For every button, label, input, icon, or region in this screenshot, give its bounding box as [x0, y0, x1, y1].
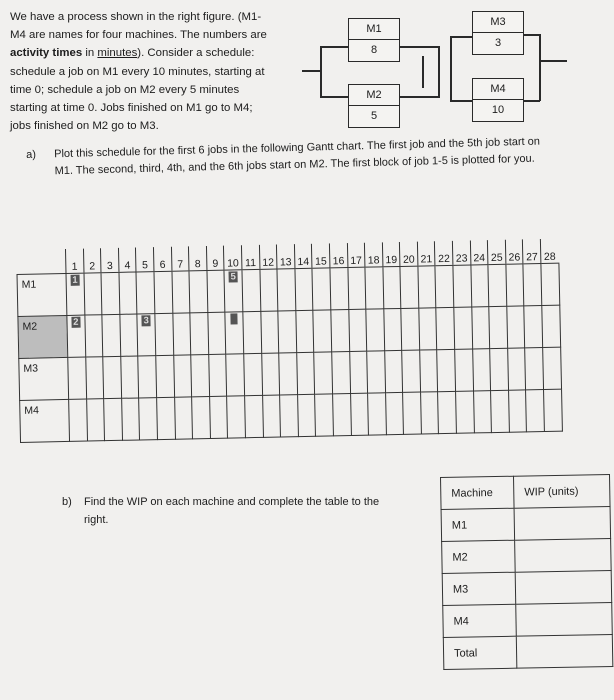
wip-machine-label: M1 — [441, 508, 515, 541]
gantt-cell[interactable] — [383, 266, 401, 308]
intro-line-5: time 0; schedule a job on M2 every 5 minutes — [10, 83, 240, 96]
intro-in-text: in — [82, 47, 98, 60]
machine-m2-name: M2 — [349, 85, 399, 106]
gantt-cell[interactable] — [191, 354, 209, 396]
gantt-cell[interactable] — [244, 353, 262, 395]
gantt-cell[interactable] — [349, 351, 367, 393]
gantt-cell[interactable] — [138, 356, 156, 398]
gantt-column-header: 14 — [294, 244, 312, 269]
gantt-cell[interactable] — [261, 353, 279, 395]
gantt-cell[interactable] — [455, 349, 473, 391]
gantt-cell[interactable] — [67, 315, 85, 357]
wip-value-cell[interactable] — [515, 571, 612, 605]
gantt-cell[interactable] — [489, 306, 507, 348]
gantt-cell[interactable] — [86, 399, 104, 441]
gantt-cell[interactable] — [453, 265, 471, 307]
gantt-cell[interactable] — [103, 356, 121, 398]
part-a-text: Plot this schedule for the first 6 jobs in the following Gantt chart. The first job and the 5th job start on M1. The second, third, 4th, and the 6th jobs start on M2. The first block of job 1-5 is plotted for you. — [54, 135, 541, 178]
gantt-column-header: 22 — [435, 241, 453, 266]
gantt-cell[interactable] — [348, 309, 366, 351]
gantt-cell[interactable] — [101, 272, 119, 314]
gantt-cell[interactable] — [139, 398, 157, 440]
wip-row — [441, 507, 611, 542]
gantt-cell[interactable] — [172, 313, 190, 355]
gantt-cell[interactable] — [84, 315, 102, 357]
wip-value-cell[interactable] — [516, 603, 613, 637]
wip-machine-label: M2 — [442, 540, 516, 573]
gantt-cell[interactable] — [208, 354, 226, 396]
gantt-row-label: M4 — [20, 399, 70, 442]
intro-line-7: jobs finished on M2 go to M3. — [10, 120, 159, 133]
gantt-cell[interactable] — [242, 269, 260, 311]
wip-table — [440, 474, 613, 670]
wip-value-cell[interactable] — [516, 635, 613, 669]
gantt-cell[interactable] — [224, 270, 242, 312]
machine-m3-name: M3 — [473, 12, 523, 33]
gantt-cell[interactable] — [280, 395, 298, 437]
gantt-cell[interactable] — [207, 270, 225, 312]
gantt-cell[interactable] — [225, 312, 243, 354]
wip-value-cell[interactable] — [515, 539, 612, 573]
gantt-cell[interactable] — [542, 305, 560, 347]
gantt-cell[interactable] — [419, 308, 437, 350]
intro-underlined-text: minutes — [97, 47, 138, 60]
gantt-cell[interactable] — [436, 307, 454, 349]
gantt-cell[interactable] — [472, 349, 490, 391]
wip-value-cell[interactable] — [514, 507, 611, 541]
part-b-text: Find the WIP on each machine and complete the table to the right. — [84, 496, 380, 526]
gantt-job-block: 5 — [230, 271, 237, 283]
part-b-label: b) — [62, 496, 72, 508]
gantt-column-header: 1 — [65, 249, 83, 274]
wip-row — [442, 571, 612, 606]
machine-m4-name: M4 — [473, 79, 523, 100]
part-b — [62, 493, 412, 529]
gantt-cell[interactable] — [137, 314, 155, 356]
intro-line-1: We have a process shown in the right figure. (M1- — [10, 11, 262, 23]
gantt-column-header: 6 — [153, 247, 171, 272]
gantt-cell[interactable] — [544, 389, 562, 431]
gantt-cell[interactable] — [332, 394, 350, 436]
gantt-cell[interactable] — [454, 307, 472, 349]
gantt-column-header: 27 — [523, 239, 541, 264]
gantt-cell[interactable] — [347, 267, 365, 309]
gantt-cell[interactable] — [121, 356, 139, 398]
machine-m1-name: M1 — [349, 19, 399, 40]
gantt-cell[interactable] — [314, 352, 332, 394]
gantt-row-label: M2 — [18, 315, 68, 358]
gantt-cell[interactable] — [368, 393, 386, 435]
gantt-column-header: 5 — [136, 247, 154, 272]
gantt-cell[interactable] — [385, 392, 403, 434]
gantt-cell[interactable] — [543, 347, 561, 389]
machine-m2-box — [348, 84, 400, 128]
gantt-cell[interactable] — [331, 310, 349, 352]
machine-m1-time: 8 — [370, 44, 378, 56]
gantt-column-header: 8 — [189, 246, 207, 271]
gantt-cell[interactable] — [173, 355, 191, 397]
gantt-cell[interactable] — [120, 314, 138, 356]
gantt-cell[interactable] — [85, 357, 103, 399]
gantt-cell[interactable] — [136, 272, 154, 314]
gantt-cell[interactable] — [383, 308, 401, 350]
gantt-cell[interactable] — [456, 391, 474, 433]
gantt-cell[interactable] — [366, 309, 384, 351]
wip-machine-label: M3 — [442, 572, 516, 605]
gantt-column-header: 18 — [365, 242, 383, 267]
wip-row — [443, 603, 613, 638]
gantt-column-header: 25 — [488, 240, 506, 265]
part-a — [26, 133, 567, 181]
gantt-cell[interactable] — [541, 263, 559, 305]
gantt-cell[interactable] — [243, 311, 261, 353]
gantt-cell[interactable] — [508, 390, 526, 432]
gantt-column-header: 16 — [329, 243, 347, 268]
problem-intro — [10, 8, 295, 135]
gantt-cell[interactable] — [523, 264, 541, 306]
gantt-column-header: 10 — [224, 245, 242, 270]
intro-bold-text: activity times — [10, 47, 83, 60]
gantt-job-block: 3 — [143, 315, 149, 327]
gantt-cell[interactable] — [350, 393, 368, 435]
gantt-column-header: 11 — [241, 245, 259, 270]
gantt-job-block: 2 — [73, 316, 79, 328]
gantt-cell[interactable] — [189, 271, 207, 313]
gantt-cell[interactable] — [155, 313, 173, 355]
gantt-cell[interactable] — [172, 271, 190, 313]
gantt-cell[interactable] — [119, 272, 137, 314]
gantt-column-header: 3 — [101, 248, 119, 273]
gantt-cell[interactable] — [259, 269, 277, 311]
gantt-cell[interactable] — [313, 310, 331, 352]
gantt-cell[interactable] — [278, 311, 296, 353]
wip-row — [443, 635, 613, 670]
gantt-cell[interactable] — [102, 314, 120, 356]
gantt-column-header: 17 — [347, 243, 365, 268]
gantt-cell[interactable] — [297, 394, 315, 436]
gantt-cell[interactable] — [279, 353, 297, 395]
gantt-cell[interactable] — [420, 392, 438, 434]
gantt-cell[interactable] — [84, 273, 102, 315]
intro-line-3 — [10, 44, 295, 62]
gantt-job-block: 1 — [72, 274, 78, 286]
gantt-cell[interactable] — [365, 267, 383, 309]
gantt-cell[interactable] — [402, 350, 420, 392]
gantt-cell[interactable] — [471, 265, 489, 307]
gantt-table — [16, 239, 563, 443]
wip-row — [442, 539, 612, 574]
gantt-column-header: 4 — [118, 247, 136, 272]
gantt-cell[interactable] — [245, 395, 263, 437]
wip-header: WIP (units) — [513, 475, 610, 509]
gantt-column-header: 26 — [505, 239, 523, 264]
gantt-column-header: 7 — [171, 246, 189, 271]
gantt-cell[interactable] — [471, 307, 489, 349]
gantt-cell[interactable] — [277, 269, 295, 311]
gantt-cell[interactable] — [209, 396, 227, 438]
gantt-cell[interactable] — [157, 397, 175, 439]
intro-line3-end: ). Consider a schedule: — [137, 47, 255, 60]
gantt-cell[interactable] — [68, 357, 86, 399]
gantt-cell[interactable] — [488, 264, 506, 306]
wip-machine-label: M4 — [443, 604, 517, 637]
machine-m3-time: 3 — [494, 37, 502, 49]
gantt-cell[interactable] — [367, 351, 385, 393]
gantt-column-header: 20 — [400, 242, 418, 267]
gantt-corner — [16, 249, 66, 275]
gantt-job-block — [231, 313, 238, 324]
gantt-cell[interactable] — [400, 266, 418, 308]
gantt-cell[interactable] — [174, 397, 192, 439]
part-a-label: a) — [26, 148, 37, 161]
gantt-cell[interactable] — [438, 391, 456, 433]
gantt-cell[interactable] — [262, 395, 280, 437]
gantt-column-header: 19 — [382, 242, 400, 267]
gantt-cell[interactable] — [315, 394, 333, 436]
machine-m4-box — [472, 78, 524, 122]
gantt-column-header: 12 — [259, 245, 277, 270]
gantt-cell[interactable] — [491, 390, 509, 432]
gantt-cell[interactable] — [403, 392, 421, 434]
machine-m1-box — [348, 18, 400, 62]
gantt-cell[interactable] — [524, 306, 542, 348]
gantt-column-header: 9 — [206, 246, 224, 271]
process-diagram — [300, 8, 570, 128]
gantt-cell[interactable] — [156, 355, 174, 397]
gantt-cell[interactable] — [312, 268, 330, 310]
gantt-cell[interactable] — [330, 268, 348, 310]
gantt-column-header: 23 — [452, 240, 470, 265]
gantt-cell[interactable] — [437, 349, 455, 391]
wip-machine-label: Total — [443, 636, 517, 669]
gantt-row-label: M1 — [17, 273, 67, 316]
gantt-cell[interactable] — [506, 264, 524, 306]
gantt-row-label: M3 — [19, 357, 69, 400]
gantt-cell[interactable] — [435, 265, 453, 307]
gantt-cell[interactable] — [260, 311, 278, 353]
gantt-cell[interactable] — [296, 310, 314, 352]
intro-line-4: schedule a job on M1 every 10 minutes, starting at — [10, 65, 265, 78]
gantt-cell[interactable] — [490, 348, 508, 390]
wip-header: Machine — [441, 476, 515, 509]
gantt-column-header: 13 — [277, 244, 295, 269]
gantt-cell[interactable] — [401, 308, 419, 350]
gantt-cell[interactable] — [418, 266, 436, 308]
gantt-chart — [16, 238, 600, 445]
gantt-column-header: 2 — [83, 248, 101, 273]
machine-m3-box — [472, 11, 524, 55]
gantt-cell[interactable] — [420, 350, 438, 392]
machine-m4-time: 10 — [491, 104, 505, 116]
intro-line-6: starting at time 0. Jobs finished on M1 go to M4; — [10, 102, 253, 115]
gantt-cell[interactable] — [332, 352, 350, 394]
gantt-cell[interactable] — [508, 348, 526, 390]
gantt-cell[interactable] — [192, 396, 210, 438]
gantt-cell[interactable] — [526, 389, 544, 431]
gantt-cell[interactable] — [227, 396, 245, 438]
gantt-cell[interactable] — [473, 391, 491, 433]
gantt-cell[interactable] — [154, 271, 172, 313]
gantt-cell[interactable] — [69, 399, 87, 441]
intro-line-2: M4 are names for four machines. The numbers are — [10, 29, 267, 42]
gantt-column-header: 24 — [470, 240, 488, 265]
gantt-cell[interactable] — [507, 306, 525, 348]
gantt-cell[interactable] — [384, 350, 402, 392]
gantt-cell[interactable] — [295, 268, 313, 310]
gantt-cell[interactable] — [104, 398, 122, 440]
gantt-cell[interactable] — [226, 354, 244, 396]
gantt-column-header: 15 — [312, 243, 330, 268]
gantt-cell[interactable] — [208, 312, 226, 354]
gantt-cell[interactable] — [296, 352, 314, 394]
gantt-cell[interactable] — [525, 347, 543, 389]
gantt-cell[interactable] — [121, 398, 139, 440]
gantt-cell[interactable] — [66, 273, 84, 315]
gantt-column-header: 21 — [417, 241, 435, 266]
machine-m2-time: 5 — [370, 110, 378, 122]
gantt-column-header: 28 — [540, 239, 558, 264]
gantt-cell[interactable] — [190, 313, 208, 355]
